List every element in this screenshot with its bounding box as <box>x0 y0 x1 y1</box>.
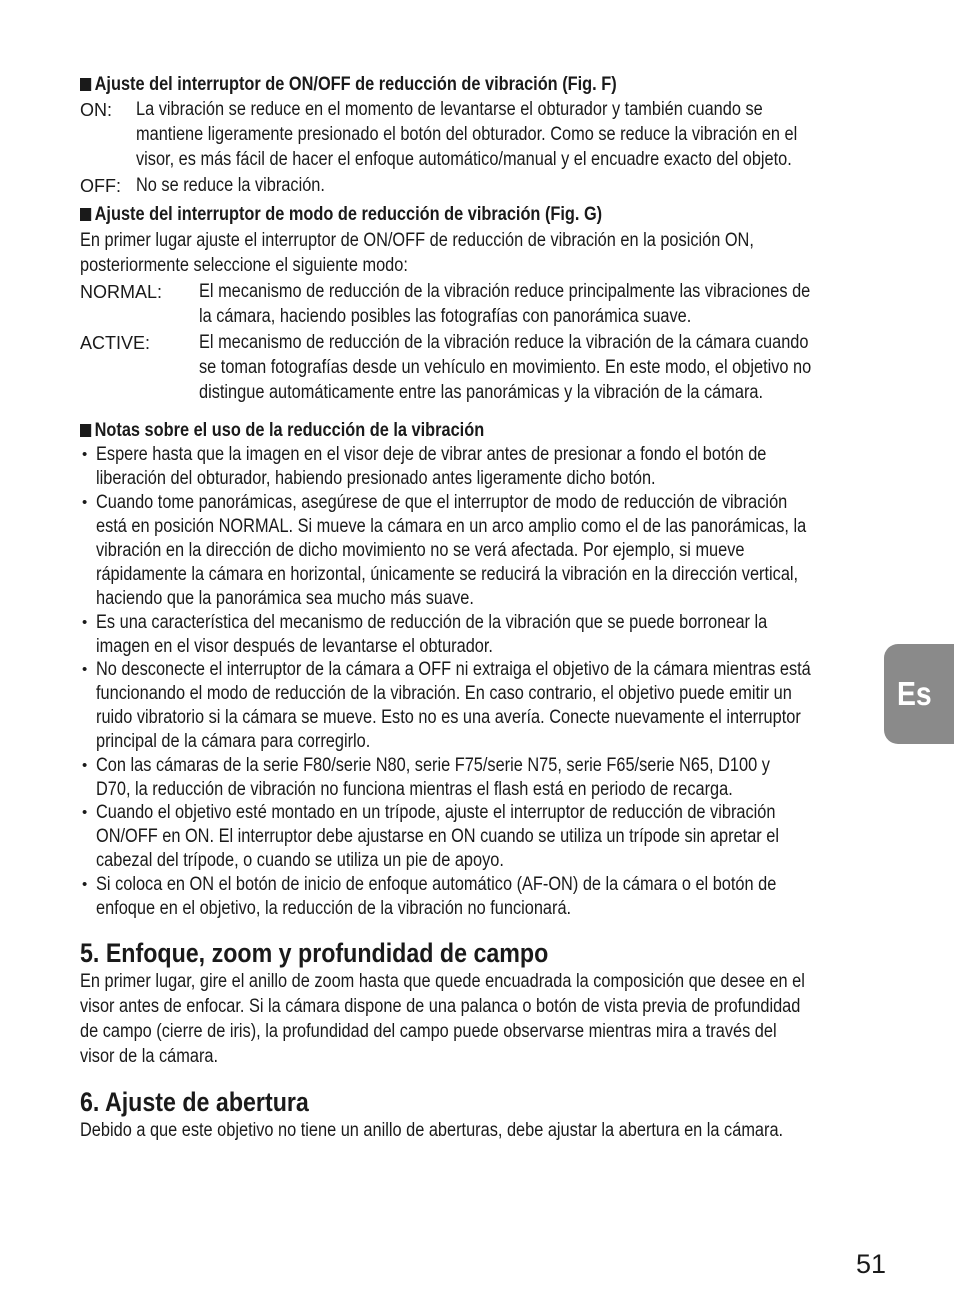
normal-term: NORMAL: <box>80 282 163 302</box>
vr-mode-heading: Ajuste del interruptor de modo de reducción de vibración (Fig. G) <box>80 204 602 226</box>
on-description-line: La vibración se reduce en el momento de levantarse el obturador y también cuando se <box>136 99 763 120</box>
square-bullet-icon <box>80 78 91 91</box>
square-bullet-icon <box>80 424 91 437</box>
section-5-line: En primer lugar, gire el anillo de zoom hasta que quede encuadrada la composición que desee en el <box>80 971 805 992</box>
note-line: No desconecte el interruptor de la cámara a OFF ni extraiga el objetivo de la cámara mientras está <box>96 659 811 680</box>
section-5-heading: 5. Enfoque, zoom y profundidad de campo <box>80 938 549 968</box>
section-6-text: Debido a que este objetivo no tiene un anillo de aberturas, debe ajustar la abertura en la cámara. <box>80 1120 784 1141</box>
vr-mode-intro-line: posteriormente seleccione el siguiente modo: <box>80 255 408 276</box>
vr-mode-intro-line: En primer lugar ajuste el interruptor de ON/OFF de reducción de vibración en la posición ON, <box>80 230 754 251</box>
bullet-icon: • <box>82 757 88 774</box>
normal-description-line: la cámara, haciendo posibles las fotografías con panorámica suave. <box>199 306 692 327</box>
active-description-line: El mecanismo de reducción de la vibración reduce la vibración de la cámara cuando <box>199 332 809 353</box>
active-description-line: se toman fotografías desde un vehículo en movimiento. En este modo, el objetivo no <box>199 357 812 378</box>
note-line: D70, la reducción de vibración no funciona mientras el flash está en periodo de recarga. <box>96 779 733 800</box>
note-line: Si coloca en ON el botón de inicio de enfoque automático (AF-ON) de la cámara o el botón de <box>96 874 777 895</box>
on-description-line: visor, es más fácil de hacer el enfoque automático/manual y el encuadre exacto del objeto. <box>136 149 792 170</box>
bullet-icon: • <box>82 446 88 463</box>
note-line: liberación del obturador, habiendo presionado antes ligeramente dicho botón. <box>96 468 656 489</box>
bullet-icon: • <box>82 614 88 631</box>
note-line: Cuando tome panorámicas, asegúrese de que el interruptor de modo de reducción de vibración <box>96 492 788 513</box>
note-line: Con las cámaras de la serie F80/serie N80, serie F75/serie N75, serie F65/serie N65, D100 y <box>96 755 770 776</box>
bullet-icon: • <box>82 804 88 821</box>
note-line: cabezal del trípode, o cuando se utiliza un pie de apoyo. <box>96 850 504 871</box>
note-line: ruido vibratorio si la cámara se mueve. Esto no es una avería. Conecte nuevamente el interruptor <box>96 707 801 728</box>
section-6-heading: 6. Ajuste de abertura <box>80 1087 309 1117</box>
note-line: vibración en la dirección de dicho movimiento no se verá afectada. Por ejemplo, si mueve <box>96 540 745 561</box>
on-description-line: mantiene ligeramente presionado el botón del obturador. Como se reduce la vibración en el <box>136 124 798 145</box>
bullet-icon: • <box>82 661 88 678</box>
note-line: enfoque en el objetivo, la reducción de la vibración no funcionará. <box>96 898 572 919</box>
off-description: No se reduce la vibración. <box>136 175 325 196</box>
off-term: OFF: <box>80 176 121 196</box>
bullet-icon: • <box>82 876 88 893</box>
active-term: ACTIVE: <box>80 333 151 353</box>
note-line: funcionando el modo de reducción de la vibración. En caso contrario, el objetivo puede emitir un <box>96 683 792 704</box>
square-bullet-icon <box>80 208 91 221</box>
note-line: principal de la cámara para corregirlo. <box>96 731 371 752</box>
note-line: está en posición NORMAL. Si mueve la cámara en un arco amplio como el de las panorámicas, la <box>96 516 807 537</box>
language-tab-label: Es <box>897 675 932 712</box>
normal-description-line: El mecanismo de reducción de la vibración reduce principalmente las vibraciones de <box>199 281 811 302</box>
active-description-line: distingue automáticamente entre las panorámicas y la vibración de la cámara. <box>199 382 764 403</box>
note-line: Cuando el objetivo esté montado en un trípode, ajuste el interruptor de reducción de vibración <box>96 802 776 823</box>
note-line: ON/OFF en ON. El interruptor debe ajustarse en ON cuando se utiliza un trípode sin apretar el <box>96 826 779 847</box>
note-line: rápidamente la cámara en horizontal, únicamente se reducirá la vibración en la dirección vertical, <box>96 564 799 585</box>
note-line: Espere hasta que la imagen en el visor deje de vibrar antes de presionar a fondo el botón de <box>96 444 767 465</box>
section-5-line: de campo (cierre de iris), la profundidad del campo puede observarse mientras mira a través del <box>80 1021 777 1042</box>
note-line: haciendo que la panorámica sea mucho más suave. <box>96 588 474 609</box>
vr-on-off-heading: Ajuste del interruptor de ON/OFF de reducción de vibración (Fig. F) <box>80 74 617 96</box>
section-5-line: visor de la cámara. <box>80 1046 219 1067</box>
note-line: Es una característica del mecanismo de reducción de la vibración que se puede borronear la <box>96 612 768 633</box>
on-term: ON: <box>80 100 113 120</box>
notes-heading: Notas sobre el uso de la reducción de la vibración <box>80 420 484 442</box>
section-5-line: visor antes de enfocar. Si la cámara dispone de una palanca o botón de vista previa de profundidad <box>80 996 801 1017</box>
bullet-icon: • <box>82 494 88 511</box>
note-line: imagen en el visor después de levantarse el obturador. <box>96 636 493 657</box>
page-number: 51 <box>856 1249 887 1279</box>
